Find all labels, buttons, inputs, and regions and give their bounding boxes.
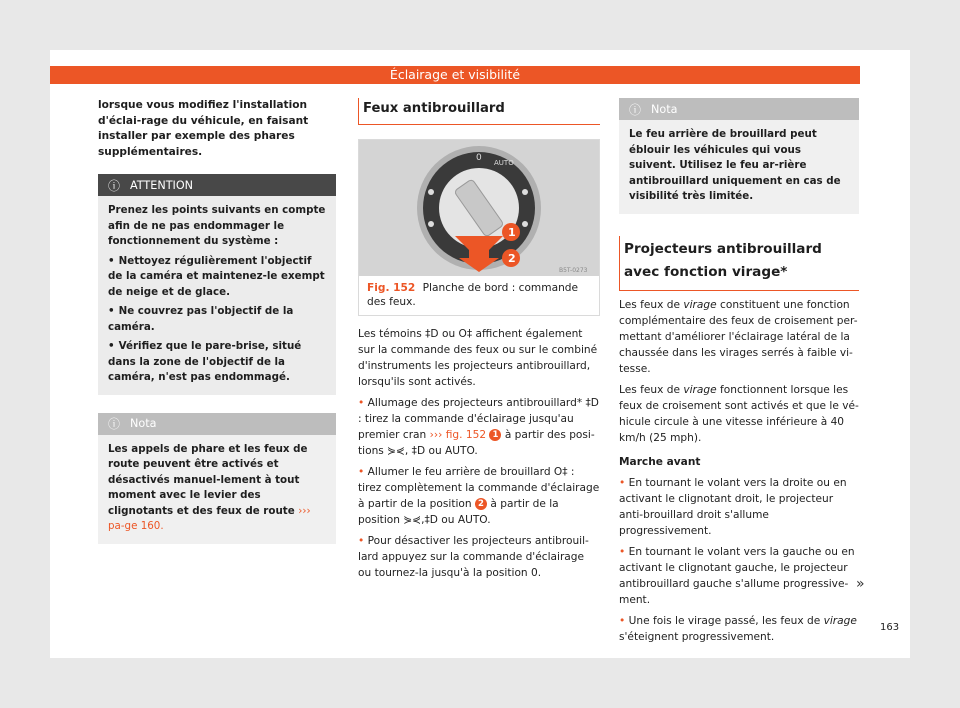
nota-box-left (98, 413, 336, 544)
nota-text-left: Les appels de phare et les feux de route peuvent être activés et désactivés manuel-lement à tout moment avec le levier des clignotants et des feux de route (108, 442, 308, 517)
warning-circle-icon: ⓘ (108, 178, 121, 193)
nota-title-right: Nota (651, 102, 678, 116)
paragraph: Les feux de virage fonctionnent lorsque les feux de croisement sont activés et que le vé-hicule circule à une vitesse inférieure à 40 km/h (25 mph). (619, 383, 859, 444)
nota-header-right (619, 98, 859, 120)
nota-box-right (619, 98, 859, 214)
nota-title-left: Nota (130, 417, 157, 431)
figure-caption-text: Planche de bord : commande des feux. (367, 282, 579, 308)
bullet-item: • Allumer le feu arrière de brouillard O‡ : tirez complètement la commande d'éclairage à partir de la position 2 à partir de la position ⋟⋞,‡D ou AUTO. (358, 466, 600, 526)
figure-reference-link[interactable]: ››› fig. 152 (429, 429, 487, 441)
page-number: 163 (880, 622, 900, 633)
intro-paragraph: lorsque vous modifiez l'installation d'éclai-rage du véhicule, en faisant installer par exemple des phares supplémentaires. (98, 99, 309, 158)
info-icon: ⓘ (108, 417, 121, 432)
attention-box (98, 174, 336, 395)
attention-item: • Vérifiez que le pare-brise, situé dans la zone de l'objectif de la caméra, n'est pas endommagé. (108, 339, 328, 386)
light-switch-illustration (359, 140, 599, 276)
attention-item: • Ne couvrez pas l'objectif de la caméra. (108, 304, 328, 335)
figure-152 (358, 139, 600, 316)
chapter-header: Éclairage et visibilité (50, 66, 860, 84)
dial-mark-auto: AUTO (494, 159, 514, 167)
bullet-item: • Pour désactiver les projecteurs antibrouil-lard appuyez sur la commande d'éclairage ou tournez-la jusqu'à la position 0. (358, 535, 589, 579)
info-icon: ⓘ (629, 102, 642, 117)
section-title-cornering: Projecteurs antibrouillard avec fonction virage* (619, 236, 859, 291)
attention-title: ATTENTION (130, 178, 194, 192)
continue-arrow: » (856, 576, 865, 592)
attention-header (98, 174, 336, 196)
paragraph: Les témoins ‡D ou O‡ affichent également sur la commande des feux ou sur le combiné d'instruments les projecteurs antibrouillard, lorsqu'ils sont activés. (358, 328, 598, 388)
callout-badge: 1 (489, 429, 501, 441)
attention-item: • Nettoyez régulièrement l'objectif de la caméra et maintenez-le exempt de neige et de glace. (108, 254, 328, 301)
callout-badge: 2 (475, 498, 487, 510)
page-reference-link[interactable]: ››› pa-ge 160. (108, 504, 311, 533)
column-right (619, 98, 859, 645)
attention-lead: Prenez les points suivants en compte afin de ne pas endommager le fonctionnement du système : (108, 204, 326, 248)
column-middle (358, 98, 600, 581)
light-switch-drawing (359, 140, 599, 276)
column-left (98, 98, 336, 544)
bullet-item: • En tournant le volant vers la droite ou en activant le clignotant droit, le projecteur anti-brouillard droit s'allume progressivement. (619, 476, 847, 537)
bullet-item: • En tournant le volant vers la gauche ou en activant le clignotant gauche, le projecteur antibrouillard gauche s'allume progressive-ment. (619, 545, 855, 606)
nota-body-left (98, 435, 336, 544)
cornering-text (619, 297, 859, 645)
nota-body-right (619, 120, 859, 214)
bullet-item: • Allumage des projecteurs antibrouillard* ‡D : tirez la commande d'éclairage jusqu'au premier cran ››› fig. 152 1 à partir des posi-tions ⋟⋞, ‡D ou AUTO. (358, 397, 599, 457)
dial-mark-zero: 0 (476, 153, 482, 163)
nota-header-left (98, 413, 336, 435)
nota-text-right: Le feu arrière de brouillard peut éblouir les véhicules qui vous suivent. Utilisez le feu ar-rière antibrouillard uniquement en cas de visibilité très limitée. (629, 128, 841, 202)
attention-body (98, 196, 336, 395)
bullet-item: • Une fois le virage passé, les feux de virage s'éteignent progressivement. (619, 614, 857, 643)
callout-2: 2 (508, 252, 516, 265)
subheading: Marche avant (619, 455, 701, 468)
figure-code: B5T-0273 (559, 267, 588, 274)
figure-label: Fig. 152 (367, 282, 416, 294)
fog-lights-text (358, 326, 600, 581)
callout-1: 1 (508, 226, 516, 239)
section-title-fog-lights: Feux antibrouillard (358, 98, 600, 125)
figure-caption (359, 276, 599, 315)
paragraph: Les feux de virage constituent une fonction complémentaire des feux de croisement per-mettant d'améliorer l'éclairage latéral de la chaussée dans les virages serrés à faible vi-tesse. (619, 298, 858, 375)
